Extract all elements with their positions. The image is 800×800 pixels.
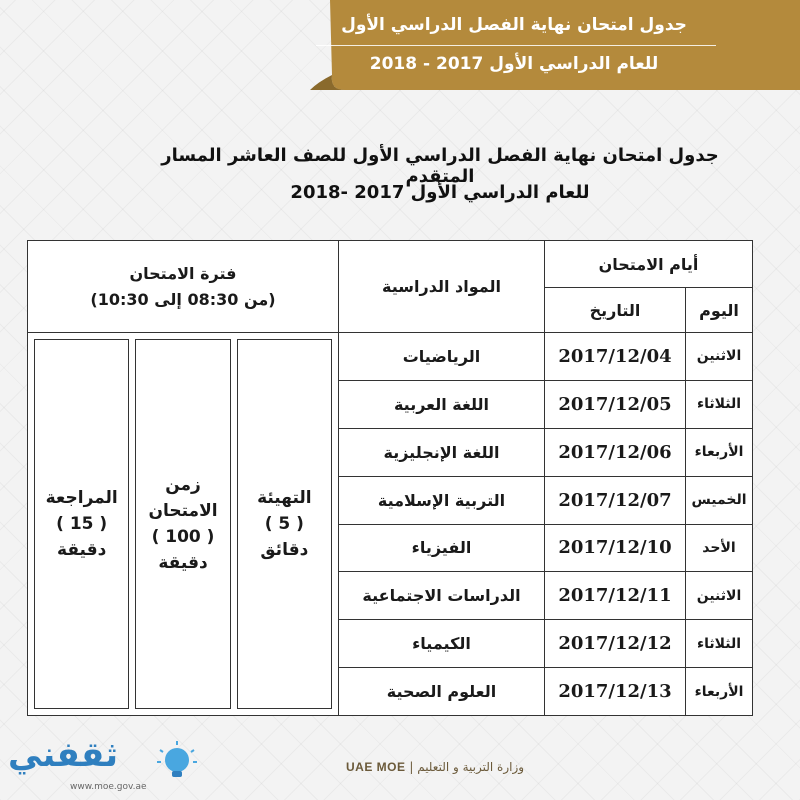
period-time: (من 08:30 إلى 10:30) <box>90 289 276 309</box>
row-date: 2017/12/13 <box>545 668 686 716</box>
banner-line-2: للعام الدراسي الأول 2017 - 2018 <box>369 54 659 74</box>
row-date: 2017/12/10 <box>545 524 686 572</box>
subjects-header: المواد الدراسية <box>339 241 545 333</box>
site-logo: ثقفني <box>8 735 118 775</box>
phase-label: التهيئة <box>257 488 312 508</box>
phase-value: ( 5 ) <box>264 514 304 534</box>
exam-schedule-table <box>27 240 753 716</box>
exam-phases-cell <box>28 333 339 716</box>
phase-review <box>34 339 129 709</box>
ministry-name-ar: وزارة التربية و التعليم | <box>409 760 525 774</box>
phase-unit: دقائق <box>260 540 309 560</box>
lightbulb-icon <box>152 738 202 788</box>
phase-unit: دقيقة <box>57 540 107 560</box>
banner-divider <box>316 45 716 46</box>
period-title: فترة الامتحان <box>129 263 237 283</box>
banner-line-1: جدول امتحان نهاية الفصل الدراسي الأول <box>341 15 687 35</box>
row-day: الخميس <box>686 476 753 524</box>
row-date: 2017/12/06 <box>545 428 686 476</box>
row-subject: اللغة العربية <box>339 380 545 428</box>
row-day: الاثنين <box>686 333 753 381</box>
phase-value: ( 15 ) <box>56 514 108 534</box>
exam-days-header: أيام الامتحان <box>545 241 753 288</box>
table-row <box>28 333 753 381</box>
ministry-name-en: UAE MOE <box>346 760 406 774</box>
row-day: الأحد <box>686 524 753 572</box>
row-subject: الدراسات الاجتماعية <box>339 572 545 620</box>
row-day: الثلاثاء <box>686 620 753 668</box>
row-day: الاثنين <box>686 572 753 620</box>
phase-exam-time <box>135 339 230 709</box>
row-day: الأربعاء <box>686 668 753 716</box>
phase-label: زمن الامتحان <box>148 475 218 521</box>
document-subtitle: للعام الدراسي الأول 2017 -2018 <box>290 182 590 203</box>
exam-phases <box>34 339 332 709</box>
day-header: اليوم <box>686 288 753 333</box>
phase-label: المراجعة <box>45 488 118 508</box>
document-title: جدول امتحان نهاية الفصل الدراسي الأول للصف العاشر المسار المتقدم <box>161 145 719 187</box>
phase-value: ( 100 ) <box>151 527 215 547</box>
row-subject: الرياضيات <box>339 333 545 381</box>
phase-unit: دقيقة <box>158 553 208 573</box>
footer-url: www.moe.gov.ae <box>70 782 147 792</box>
row-day: الأربعاء <box>686 428 753 476</box>
row-date: 2017/12/12 <box>545 620 686 668</box>
header-banner <box>0 0 800 90</box>
row-subject: العلوم الصحية <box>339 668 545 716</box>
row-date: 2017/12/07 <box>545 476 686 524</box>
row-subject: التربية الإسلامية <box>339 476 545 524</box>
period-header <box>28 241 339 333</box>
row-date: 2017/12/04 <box>545 333 686 381</box>
phase-preparation <box>237 339 332 709</box>
row-subject: الكيمياء <box>339 620 545 668</box>
row-date: 2017/12/05 <box>545 380 686 428</box>
row-day: الثلاثاء <box>686 380 753 428</box>
row-date: 2017/12/11 <box>545 572 686 620</box>
header-row-1 <box>28 241 753 288</box>
date-header: التاريخ <box>545 288 686 333</box>
footer-ministry <box>346 760 524 774</box>
row-subject: اللغة الإنجليزية <box>339 428 545 476</box>
row-subject: الفيزياء <box>339 524 545 572</box>
